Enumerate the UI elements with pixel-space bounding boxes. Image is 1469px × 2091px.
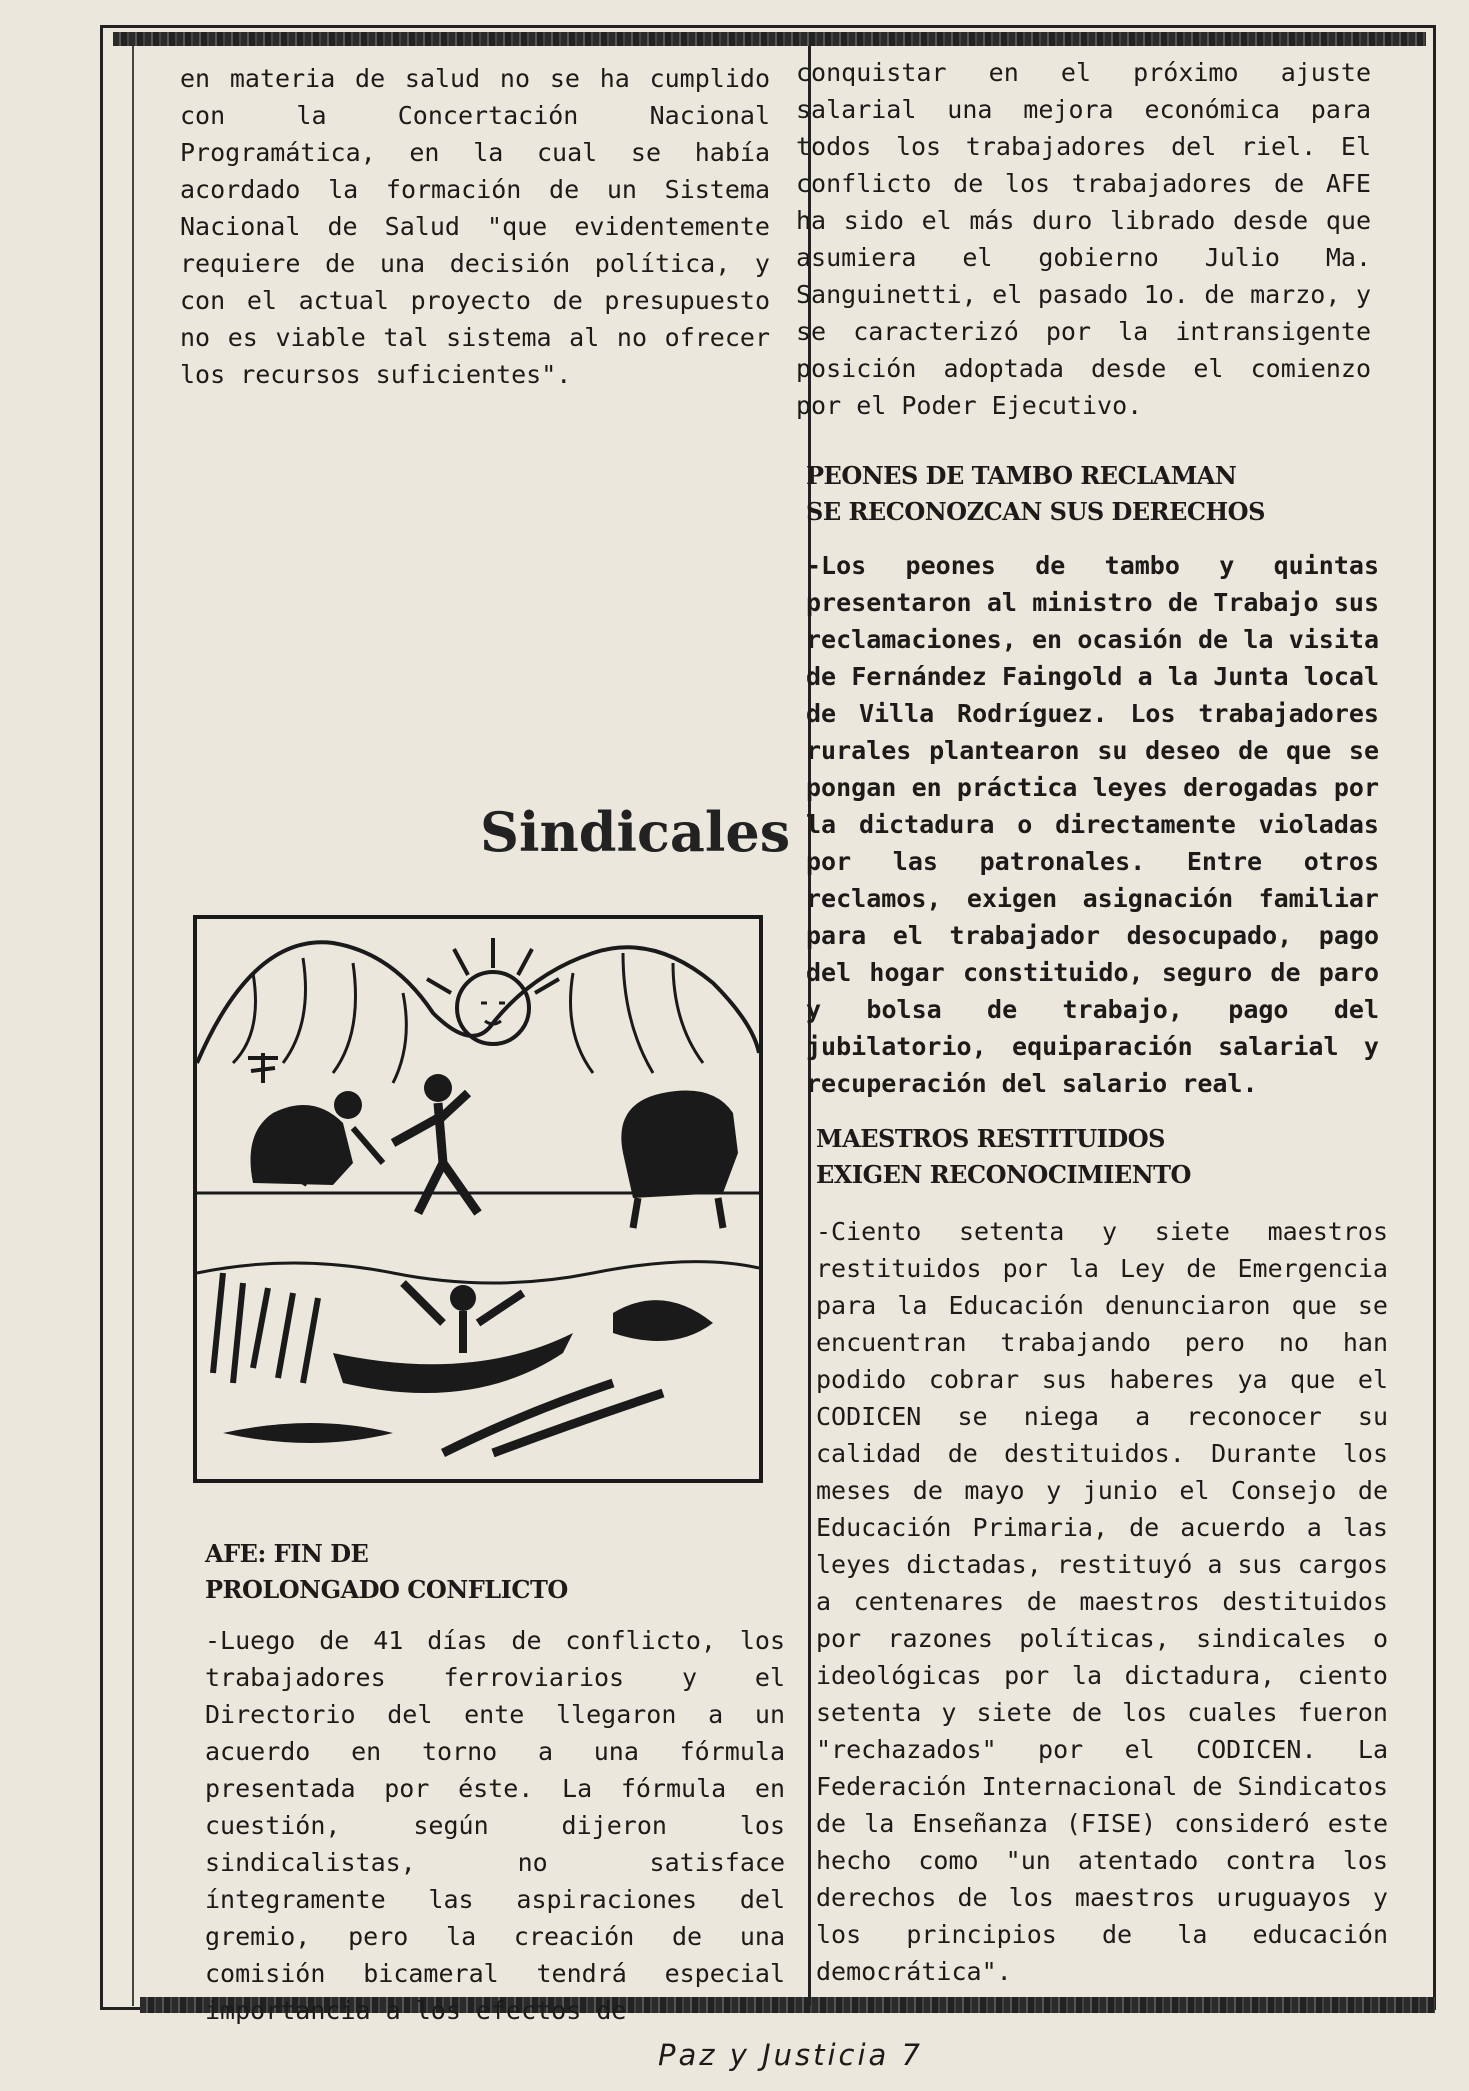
- maestros-headline-line2: EXIGEN RECONOCIMIENTO: [816, 1160, 1191, 1189]
- afe-continuation-text: conquistar en el próximo ajuste salarial una mejora económica para todos los trabajadores del riel. El conflicto de los trabajadores de AFE ha sido el más duro librado desde que asumiera el gobierno Julio Ma. Sanguinetti, el pasado 1o. de marzo, y se caracterizó por la intransigente posición adoptada desde el comienzo por el Poder Ejecutivo.: [796, 58, 1371, 420]
- maestros-article-body: [816, 1213, 1388, 1990]
- rural-workers-illustration: [193, 913, 765, 1485]
- maestros-article-text: -Ciento setenta y siete maestros restituidos por la Ley de Emergencia para la Educación denunciaron que se encuentran trabajando pero no han podido cobrar sus haberes ya que el CODICEN se niega a reconocer su calidad de destituidos. Durante los meses de mayo y junio el Consejo de Educación Primaria, de acuerdo a las leyes dictadas, restituyó a sus cargos a centenares de maestros destituidos por razones políticas, sindicales o ideológicas por la dictadura, ciento setenta y siete de los cuales fueron "rechazados" por el CODICEN. La Federación Internacional de Sindicatos de la Enseñanza (FISE) consideró este hecho como "un atentado contra los derechos de los maestros uruguayos y los principios de la educación democrática".: [816, 1217, 1388, 1986]
- top-rule: [113, 32, 1426, 46]
- peones-headline-line2: SE RECONOZCAN SUS DERECHOS: [806, 497, 1265, 526]
- health-paragraph: [180, 60, 770, 393]
- peones-headline-line1: PEONES DE TAMBO RECLAMAN: [806, 461, 1237, 490]
- peones-article-body: [806, 547, 1379, 1102]
- afe-headline-line1: AFE: FIN DE: [205, 1539, 369, 1568]
- afe-continuation-paragraph: [796, 54, 1371, 424]
- afe-article-text: -Luego de 41 días de conflicto, los trabajadores ferroviarios y el Directorio del ente llegaron a un acuerdo en torno a una fórmula presentada por éste. La fórmula en cuestión, según dijeron los sindicalistas, no satisface íntegramente las aspiraciones del gremio, pero la creación de una comisión bicameral tendrá especial importancia a los efectos de: [205, 1626, 785, 2025]
- afe-headline-line2: PROLONGADO CONFLICTO: [205, 1575, 568, 1604]
- maestros-headline-line1: MAESTROS RESTITUIDOS: [816, 1124, 1165, 1153]
- afe-article-body: [205, 1622, 785, 2029]
- left-column-rule: [132, 46, 134, 2006]
- health-paragraph-text: en materia de salud no se ha cumplido con la Concertación Nacional Programática, en la cual se había acordado la formación de un Sistema Nacional de Salud "que evidentemente requiere de una decisión política, y con el actual proyecto de presupuesto no es viable tal sistema al no ofrecer los recursos suficientes".: [180, 64, 770, 389]
- page-footer: Paz y Justicia 7: [658, 2038, 923, 2072]
- peones-article-text: -Los peones de tambo y quintas presentaron al ministro de Trabajo sus reclamaciones, en ocasión de la visita de Fernández Faingold a la Junta local de Villa Rodríguez. Los trabajadores rurales plantearon su deseo de que se pongan en práctica leyes derogadas por la dictadura o directamente violadas por las patronales. Entre otros reclamos, exigen asignación familiar para el trabajador desocupado, pago del hogar constituido, seguro de paro y bolsa de trabajo, pago del jubilatorio, equiparación salarial y recuperación del salario real.: [806, 551, 1379, 1098]
- section-title: Sindicales: [480, 800, 791, 864]
